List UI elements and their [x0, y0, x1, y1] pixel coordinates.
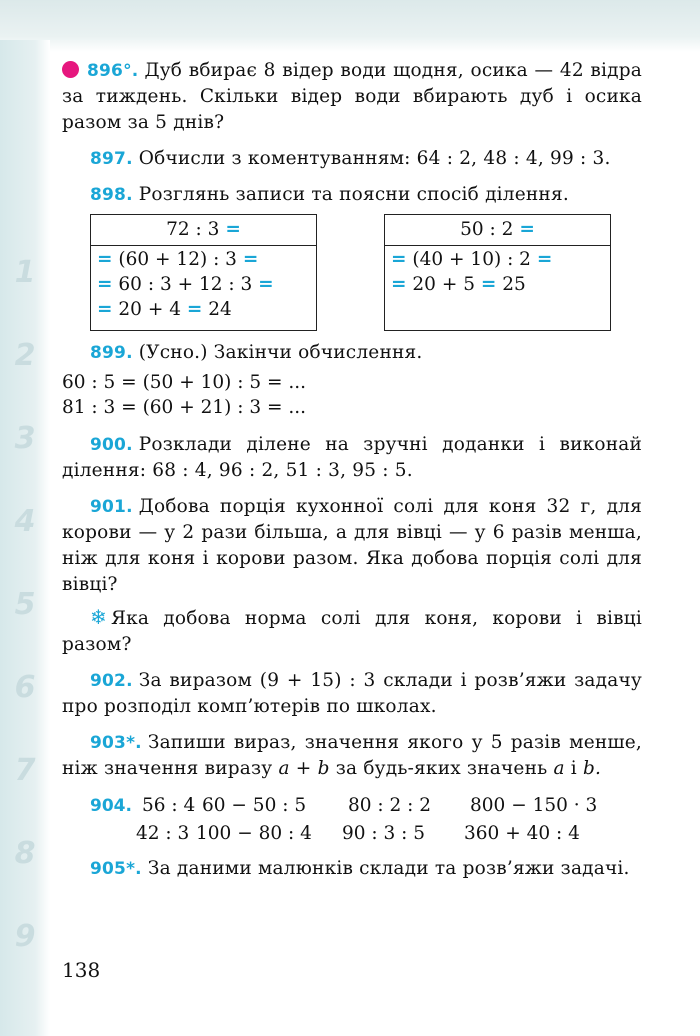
calc-item: 360 + 40 : 4	[464, 823, 580, 844]
side-number: 6	[14, 670, 36, 705]
box-heading	[385, 215, 610, 246]
box-expression: 72 : 3	[166, 219, 220, 240]
marker-dot-icon	[62, 61, 79, 78]
task-text: Розклади ділене на зручні доданки і виконай ділення: 68 : 4, 96 : 2, 51 : 3, 95 : 5.	[62, 434, 642, 481]
side-number: 3	[14, 421, 36, 456]
calc-row	[62, 820, 642, 848]
task-903: 903*. Запиши вираз, значення якого у 5 разів менше, ніж значення виразу a + b за будь-яких значень a і b.	[62, 732, 642, 779]
equals-sign: =	[225, 219, 241, 240]
task-text: Обчисли з коментуванням: 64 : 2, 48 : 4, 99 : 3.	[138, 148, 611, 169]
task-number: 896°.	[87, 61, 139, 81]
box-body	[91, 246, 316, 322]
task-text: Дуб вбирає 8 відер води щодня, осика — 42 відра за тиждень. Скільки відер води вбирають дуб і осика разом за 5 днів?	[62, 60, 642, 133]
box-line: = (40 + 10) : 2 =	[391, 249, 553, 270]
task-text: Запиши вираз, значення якого у 5 разів менше, ніж значення виразу	[62, 732, 642, 779]
calc-item: 42 : 3	[136, 823, 190, 844]
box-line: = 20 + 4 = 24	[97, 299, 232, 320]
task-number: 897.	[90, 149, 133, 169]
task-number: 904.	[90, 796, 132, 816]
division-boxes	[62, 214, 642, 332]
side-number: 7	[14, 753, 36, 788]
variable-b: b.	[583, 758, 602, 779]
task-899	[90, 340, 642, 366]
side-number: 2	[14, 338, 36, 373]
calc-item: 56 : 4	[142, 795, 196, 816]
task-text: Добова порція кухонної солі для коня 32 г, для корови — у 2 рази більша, а для вівці — у 6 разів менша, ніж для коня і корови разом. Яка добова порція солі для вівці?	[62, 496, 642, 595]
calc-item: 800 − 150 · 3	[470, 795, 598, 816]
task-text: Розглянь записи та поясни спосіб ділення.	[138, 184, 569, 205]
box-line: = 20 + 5 = 25	[391, 274, 526, 295]
task-902	[62, 668, 642, 720]
task-number: 900.	[90, 435, 133, 455]
calc-line: 81 : 3 = (60 + 21) : 3 = ...	[62, 397, 307, 418]
expression-variable: a + b	[278, 758, 330, 779]
task-896	[62, 58, 642, 136]
task-text: За даними малюнків склади та розв’яжи задачі.	[147, 858, 630, 879]
task-number: 901.	[90, 497, 133, 517]
box-expression: 50 : 2	[460, 219, 514, 240]
task-extra-text: Яка добова норма солі для коня, корови і вівці разом?	[62, 608, 642, 655]
side-number: 1	[14, 255, 36, 290]
calc-row	[62, 792, 642, 820]
box-line: = (60 + 12) : 3 =	[97, 249, 259, 270]
page-top-band	[0, 0, 700, 52]
calc-item: 90 : 3 : 5	[342, 823, 426, 844]
task-text: за будь-яких значень	[335, 758, 548, 779]
box-body	[385, 246, 610, 297]
task-905	[62, 856, 642, 882]
page-content	[62, 58, 642, 892]
page-number: 138	[62, 958, 101, 982]
task-901-extra	[62, 604, 642, 658]
task-text: (Усно.) Закінчи обчислення.	[138, 342, 423, 363]
calc-item: 100 − 80 : 4	[196, 823, 312, 844]
snowflake-icon: ❄	[90, 605, 107, 629]
calc-item: 80 : 2 : 2	[348, 795, 432, 816]
task-904	[62, 792, 642, 848]
task-898	[90, 182, 642, 208]
calc-line: 60 : 5 = (50 + 10) : 5 = ...	[62, 372, 307, 393]
calc-item: 60 − 50 : 5	[202, 795, 307, 816]
task-number: 905*.	[90, 859, 142, 879]
side-number: 5	[14, 587, 36, 622]
side-number: 8	[14, 836, 36, 871]
box-line: = 60 : 3 + 12 : 3 =	[97, 274, 274, 295]
task-text: За виразом (9 + 15) : 3 склади і розв’яжи задачу про розподіл комп’ютерів по школах.	[62, 670, 642, 717]
side-number: 9	[14, 919, 36, 954]
variable-a: a	[553, 758, 565, 779]
task-number: 898.	[90, 185, 133, 205]
division-box-50	[384, 214, 611, 331]
task-number: 902.	[90, 671, 133, 691]
task-number: 903*.	[90, 733, 142, 753]
equals-sign: =	[519, 219, 535, 240]
page-side-band	[0, 40, 50, 1036]
side-number: 4	[14, 504, 36, 539]
division-box-72	[90, 214, 317, 331]
task-901	[62, 494, 642, 598]
box-heading	[91, 215, 316, 246]
task-number: 899.	[90, 343, 133, 363]
task-897	[90, 146, 642, 172]
task-900	[62, 432, 642, 484]
